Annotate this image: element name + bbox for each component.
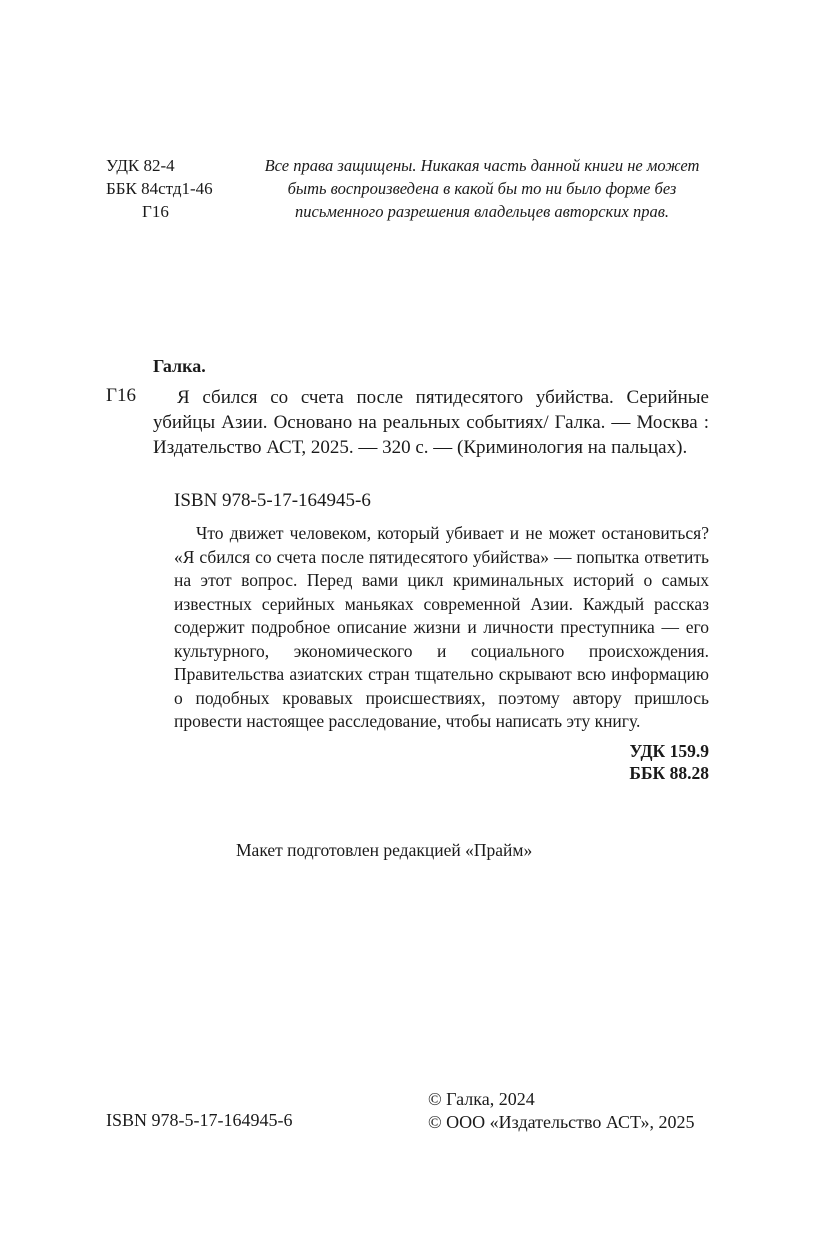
cutter-code: Г16 (142, 202, 169, 221)
bbk-code-bottom: ББК 88.28 (629, 763, 709, 783)
bibliographic-description: Я сбился со счета после пятидесятого убийства. Серийные убийцы Азии. Основано на реальных событиях/ Галка. — Москва : Издательство АСТ, 2025. — 320 с. — (Криминология на пальцах). (153, 387, 709, 458)
classification-block (106, 154, 213, 223)
isbn-record: ISBN 978-5-17-164945-6 (174, 490, 371, 511)
layout-credit: Макет подготовлен редакцией «Прайм» (236, 840, 533, 860)
footer-isbn: ISBN 978-5-17-164945-6 (106, 1110, 293, 1130)
copyright-author: © Галка, 2024 (428, 1089, 535, 1109)
udk-code-bottom: УДК 159.9 (629, 741, 709, 761)
bbk-code: ББК 84стд1-46 (106, 179, 213, 198)
author-heading: Галка. (153, 356, 206, 376)
classification-bottom (629, 740, 709, 784)
copyright-publisher: © ООО «Издательство АСТ», 2025 (428, 1112, 695, 1132)
copyright-block (428, 1088, 695, 1134)
cutter-mark: Г16 (106, 385, 136, 406)
rights-notice: Все права защищены. Никакая часть данной книги не может быть воспроизведена в какой бы то ни было форме без письменного разрешения владельцев авторских прав. (264, 156, 700, 221)
annotation: Что движет человеком, который убивает и не может остановиться? «Я сбился со счета после пятидесятого убийства» — попытка ответить на этот вопрос. Перед вами цикл криминальных историй о самых известных серийных маньяках современной Азии. Каждый рассказ содержит подробное описание жизни и личности преступника — его культурного, экономического и социального происхождения. Правительства азиатских стран тщательно скрывают всю информацию о подобных кровавых происшествиях, поэтому автору пришлось провести настоящее расследование, чтобы написать эту книгу. (174, 523, 709, 731)
udk-code: УДК 82-4 (106, 156, 175, 175)
